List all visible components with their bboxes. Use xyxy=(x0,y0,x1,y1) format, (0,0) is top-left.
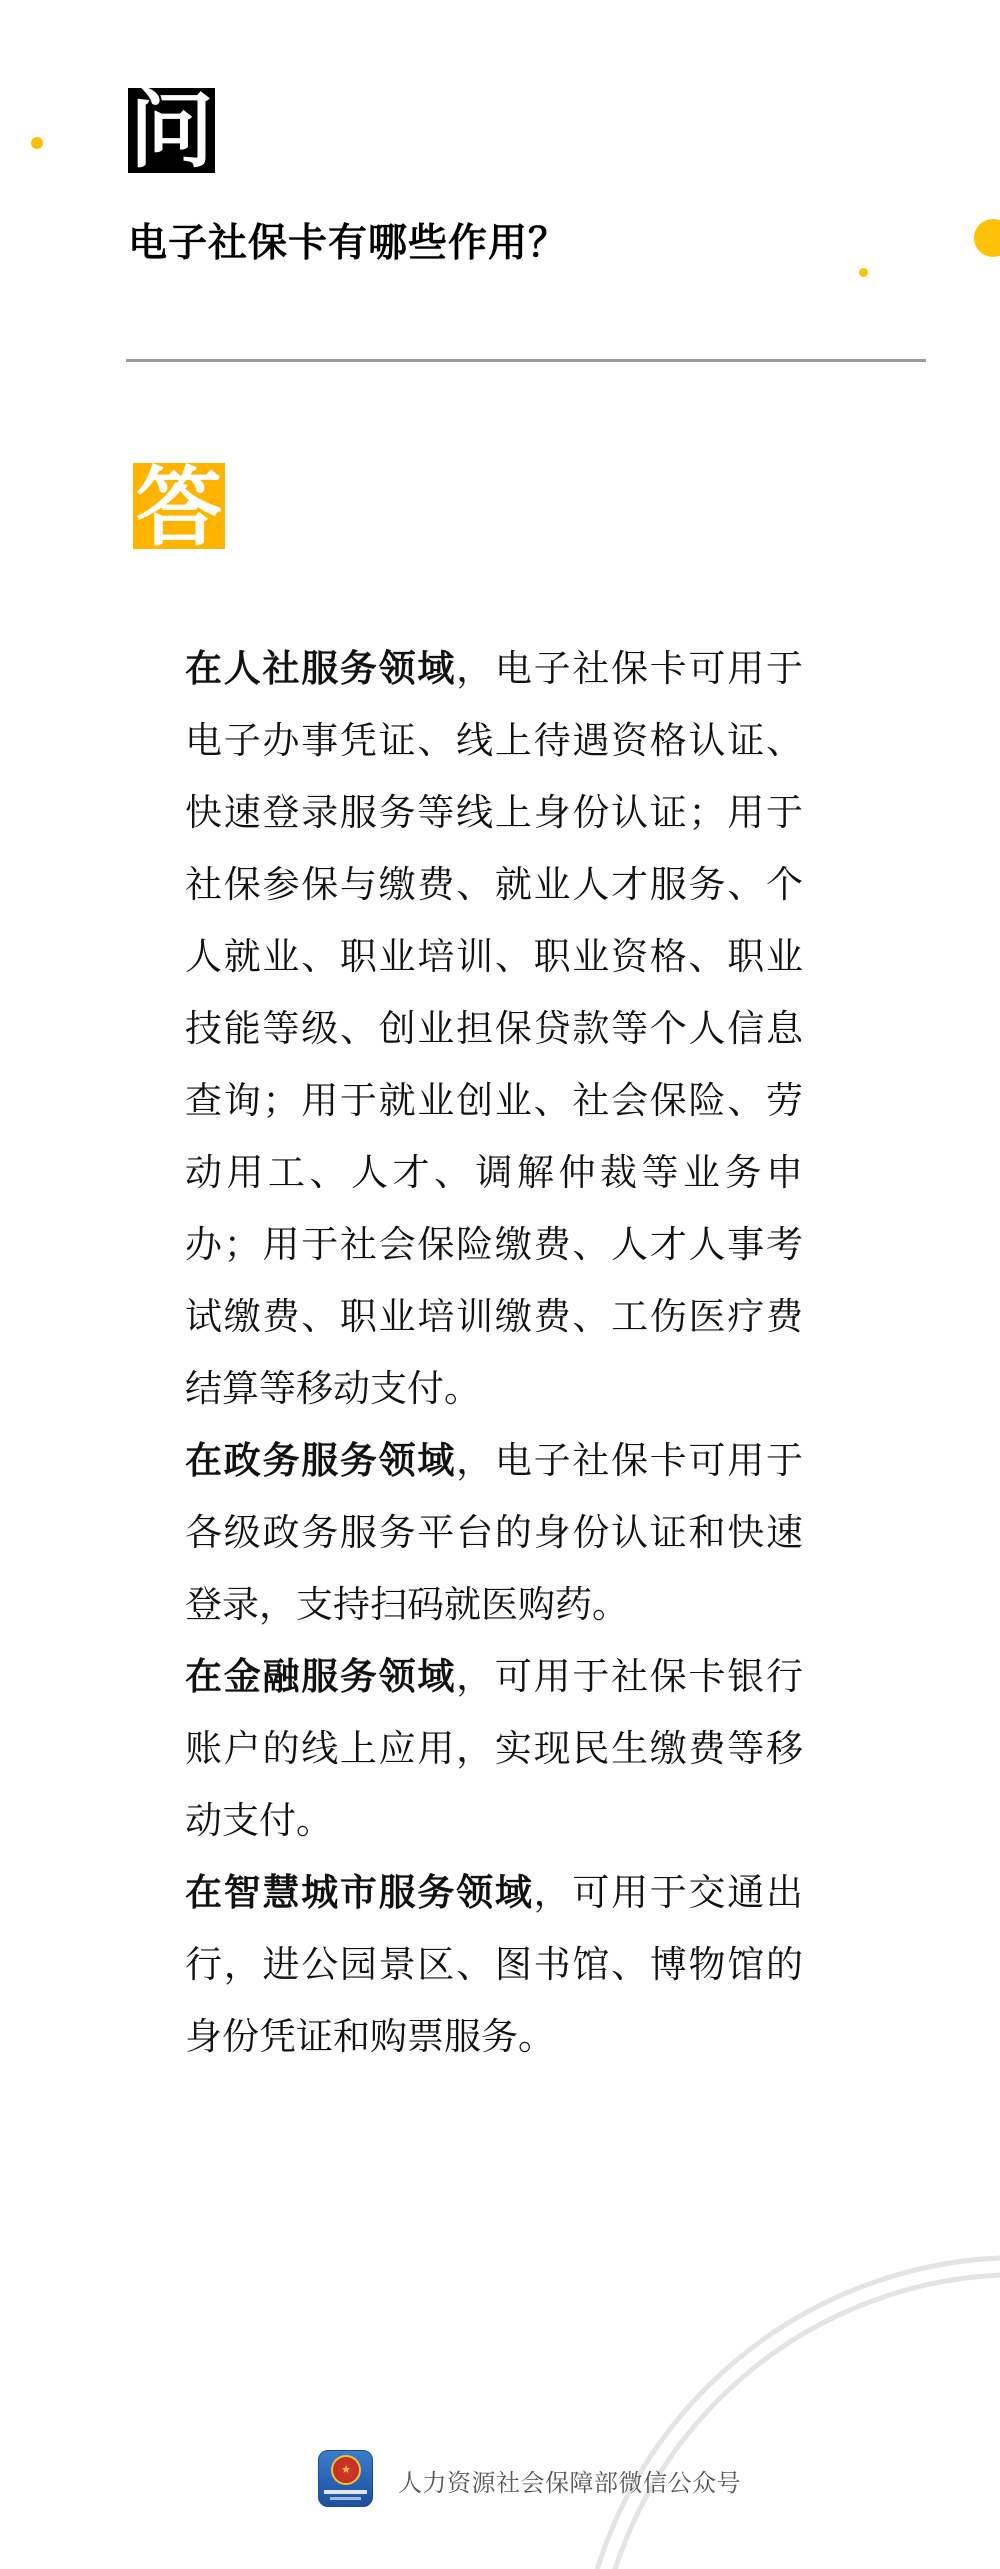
answer-paragraph xyxy=(185,1858,803,2074)
question-title: 电子社保卡有哪些作用？ xyxy=(128,222,569,265)
paragraph-text: ，电子社保卡可用于电子办事凭证、线上待遇资格认证、快速登录服务等线上身份认证；用于社保参保与缴费、就业人才服务、个人就业、职业培训、职业资格、职业技能等级、创业担保贷款等个人信息查询；用于就业创业、社会保险、劳动用工、人才、调解仲裁等业务申办；用于社会保险缴费、人才人事考试缴费、职业培训缴费、工伤医疗费结算等移动支付。 xyxy=(185,649,804,1410)
answer-paragraph xyxy=(185,1426,803,1642)
divider-line xyxy=(126,359,926,362)
answer-paragraph xyxy=(185,1642,803,1858)
answer-badge-icon: 答 xyxy=(133,463,225,549)
decor-dot-left xyxy=(31,137,43,149)
paragraph-lead: 在人社服务领域 xyxy=(185,649,457,690)
decor-dot-right-edge xyxy=(974,219,1000,257)
paragraph-text: ，电子社保卡可用于各级政务服务平台的身份认证和快速登录，支持扫码就医购药。 xyxy=(185,1441,804,1626)
national-emblem-icon: ★ xyxy=(331,2455,361,2485)
icon-text-bar xyxy=(330,2497,362,2500)
paragraph-text: ，可用于社保卡银行账户的线上应用，实现民生缴费等移动支付。 xyxy=(185,1657,804,1842)
answer-paragraphs xyxy=(185,634,803,2074)
mohrss-app-icon xyxy=(318,2450,373,2507)
icon-text-bar xyxy=(324,2490,366,2494)
paragraph-lead: 在金融服务领域 xyxy=(185,1657,457,1698)
question-badge-icon: 问 xyxy=(129,85,214,178)
decor-dot-right-small xyxy=(859,268,868,277)
paragraph-text: ，可用于交通出行，进公园景区、图书馆、博物馆的身份凭证和购票服务。 xyxy=(185,1873,804,2058)
answer-paragraph xyxy=(185,634,803,1426)
footer-account-label: 人力资源社会保障部微信公众号 xyxy=(398,2470,741,2497)
paragraph-lead: 在智慧城市服务领域 xyxy=(185,1873,534,1914)
paragraph-lead: 在政务服务领域 xyxy=(185,1441,457,1482)
